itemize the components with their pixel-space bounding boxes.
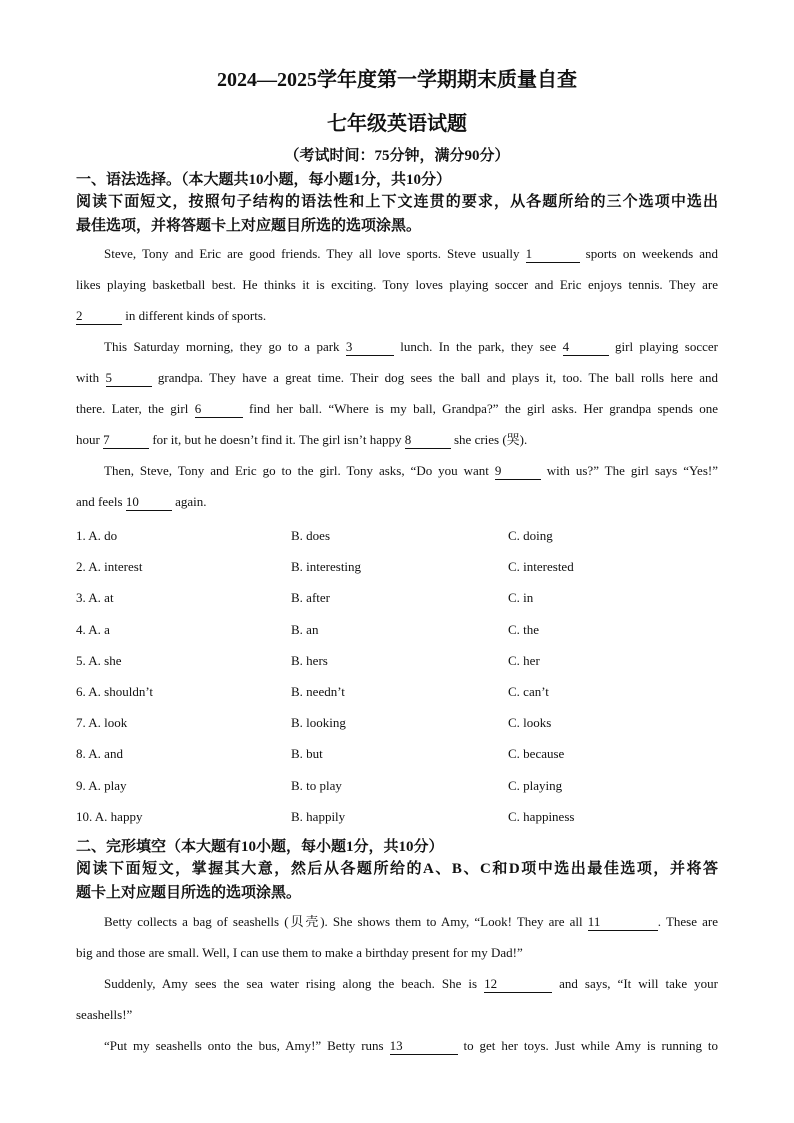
passage-line <box>76 906 718 937</box>
option-row <box>76 774 718 805</box>
blank-7: 7 <box>103 432 149 449</box>
option-c: C. happiness <box>508 808 575 824</box>
section1-passage <box>76 238 718 517</box>
section2-heading: 二、完形填空（本大题有10小题，每小题1分，共10分） <box>76 839 444 855</box>
passage-line <box>76 331 718 362</box>
passage-text: Betty collects a bag of seashells (贝壳). She shows them to Amy, “Look! They are all <box>104 914 588 929</box>
option-row <box>76 555 718 586</box>
option-a: 2. A. interest <box>76 559 143 575</box>
section1-heading: 一、语法选择。（本大题共10小题，每小题1分，共10分） <box>76 172 452 188</box>
option-a: 9. A. play <box>76 777 127 793</box>
passage-line <box>76 455 718 486</box>
passage-line: big and those are small. Well, I can use them to make a birthday present for my Dad!” <box>76 945 523 960</box>
blank-8: 8 <box>405 432 451 449</box>
option-c: C. in <box>508 590 534 606</box>
option-a: 3. A. at <box>76 590 114 606</box>
section2-instruction-line2: 题卡上对应题目所选的选项涂黑。 <box>76 885 302 901</box>
option-c: C. can’t <box>508 683 549 699</box>
blank-11: 11 <box>588 914 658 931</box>
passage-text: sports on weekends and <box>579 246 718 261</box>
option-c: C. looks <box>508 715 552 731</box>
blank-4: 4 <box>563 339 609 356</box>
section1-instruction-line1: 阅读下面短文，按照句子结构的语法性和上下文连贯的要求，从各题所给的三个选项中选出 <box>76 194 718 210</box>
blank-1: 1 <box>526 246 580 263</box>
passage-text: girl playing soccer <box>608 339 718 354</box>
exam-info: （考试时间：75分钟，满分90分） <box>284 148 510 164</box>
option-c: C. her <box>508 652 540 668</box>
passage-text: Suddenly, Amy sees the sea water rising along the beach. She is <box>104 976 485 991</box>
blank-13: 13 <box>390 1038 458 1055</box>
passage-text: “Put my seashells onto the bus, Amy!” Betty runs <box>104 1038 390 1053</box>
section1-options <box>76 524 718 836</box>
passage-text: in different kinds of sports. <box>122 308 267 323</box>
section2-instruction-line1: 阅读下面短文，掌握其大意，然后从各题所给的A、B、C和D项中选出最佳选项，并将答 <box>76 861 718 877</box>
blank-2: 2 <box>76 308 122 325</box>
passage-text: and says, “It will take your <box>552 976 719 991</box>
option-c: C. because <box>508 746 565 762</box>
option-b: B. hers <box>291 652 328 668</box>
option-b: B. to play <box>291 777 342 793</box>
passage-text: lunch. In the park, they see <box>393 339 563 354</box>
option-c: C. interested <box>508 559 574 575</box>
option-b: B. needn’t <box>291 683 345 699</box>
option-row <box>76 618 718 649</box>
passage-text: This Saturday morning, they go to a park <box>104 339 346 354</box>
passage-line <box>76 393 718 424</box>
option-a: 5. A. she <box>76 652 122 668</box>
option-a: 1. A. do <box>76 528 118 543</box>
option-b: B. does <box>291 528 330 543</box>
passage-line <box>76 968 718 999</box>
passage-text: . These are <box>657 914 718 929</box>
blank-3: 3 <box>346 339 394 356</box>
blank-10: 10 <box>126 494 172 511</box>
blank-5: 5 <box>106 370 152 387</box>
passage-text: she cries (哭). <box>450 432 528 447</box>
passage-text: with <box>76 370 106 385</box>
passage-line <box>76 486 718 517</box>
option-c: C. the <box>508 621 540 637</box>
passage-line: likes playing basketball best. He thinks it is exciting. Tony loves playing soccer and Eric enjoys tennis. They are <box>76 277 718 292</box>
option-c: C. playing <box>508 777 563 793</box>
passage-line <box>76 362 718 393</box>
section1-instruction <box>76 190 718 238</box>
passage-text: again. <box>171 494 207 509</box>
blank-12: 12 <box>484 976 552 993</box>
exam-subtitle: 七年级英语试题 <box>327 113 467 135</box>
option-b: B. but <box>291 746 323 762</box>
passage-text: there. Later, the girl <box>76 401 195 416</box>
option-row <box>76 524 718 555</box>
passage-text: find her ball. “Where is my ball, Grandpa?” the girl asks. Her grandpa spends one <box>242 401 718 416</box>
option-row <box>76 586 718 617</box>
option-row <box>76 805 718 836</box>
option-a: 8. A. and <box>76 746 123 762</box>
passage-text: and feels <box>76 494 126 509</box>
passage-line <box>76 300 718 331</box>
option-c: C. doing <box>508 528 553 543</box>
option-row <box>76 742 718 773</box>
option-a: 10. A. happy <box>76 808 143 824</box>
passage-line <box>76 424 718 455</box>
option-a: 7. A. look <box>76 715 128 731</box>
option-b: B. an <box>291 621 319 637</box>
option-b: B. after <box>291 590 330 606</box>
option-row <box>76 649 718 680</box>
exam-title: 2024—2025学年度第一学期期末质量自查 <box>217 69 577 91</box>
passage-line <box>76 238 718 269</box>
passage-text: Steve, Tony and Eric are good friends. They all love sports. Steve usually <box>104 246 526 261</box>
passage-text: Then, Steve, Tony and Eric go to the girl. Tony asks, “Do you want <box>104 463 495 478</box>
passage-text: for it, but he doesn’t find it. The girl isn’t happy <box>149 432 405 447</box>
passage-line: seashells!” <box>76 1007 133 1022</box>
section2-passage <box>76 906 718 1061</box>
option-row <box>76 680 718 711</box>
section2-instruction <box>76 857 718 905</box>
option-a: 6. A. shouldn’t <box>76 683 154 699</box>
passage-text: grandpa. They have a great time. Their dog sees the ball and plays it, too. The ball rolls here and <box>151 370 718 385</box>
passage-text: with us?” The girl says “Yes!” <box>540 463 718 478</box>
option-row <box>76 711 718 742</box>
passage-text: hour <box>76 432 104 447</box>
passage-line <box>76 1030 718 1061</box>
section1-instruction-line2: 最佳选项，并将答题卡上对应题目所选的选项涂黑。 <box>76 218 422 234</box>
passage-text: to get her toys. Just while Amy is running to <box>457 1038 719 1053</box>
option-b: B. interesting <box>291 559 362 575</box>
blank-6: 6 <box>195 401 243 418</box>
option-a: 4. A. a <box>76 621 110 637</box>
blank-9: 9 <box>495 463 541 480</box>
option-b: B. happily <box>291 808 346 824</box>
option-b: B. looking <box>291 715 346 731</box>
